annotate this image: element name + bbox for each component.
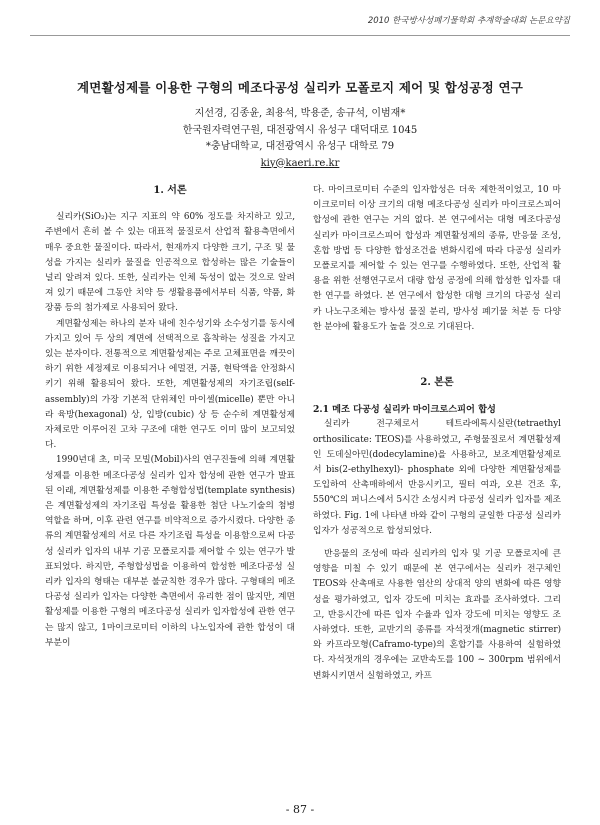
paper-title: 계면활성제를 이용한 구형의 메조다공성 실리카 모폴로지 제어 및 합성공정 연구 [76,80,524,95]
intro-continued-paragraph: 다. 마이크로미터 수준의 입자합성은 더욱 제한적이었고, 10 마이크로미터 이상 크기의 대형 메조다공성 실리카 마이크로스피어 합성에 관한 연구는 거의 없다. 본 연구에서는 대형 메조다공성 실리카 마이크로스피어 합성과 계면활성제의 종류, 반응물 조성, 혼합 방법 등 다양한 합성조건을 변화시킴에 따라 다공성 실리카 모폴로지를 제어할 수 있는 연구를 수행하였다. 또한, 산업적 활용을 위한 선행연구로서 대량 합성 공정에 의해 합성한 입자를 대한 연구를 하였다. 본 연구에서 합성한 대형 크기의 다공성 실리카 나노구조체는 방사성 물질 분리, 방사성 폐기물 처분 등 다양한 분야에 활용도가 높을 것으로 기대된다. [313,185,561,332]
author-email-link[interactable]: kiy@kaeri.re.kr [260,157,340,169]
section-title-intro: 1. 서론 [153,185,187,196]
page-number: - 87 - [285,803,315,816]
affiliation-primary: 한국원자력연구원, 대전광역시 유성구 대덕대로 1045 [182,124,418,136]
intro-paragraph: 계면활성제는 하나의 분자 내에 친수성기와 소수성기를 동시에 가지고 있어 두 상의 계면에 선택적으로 흡착하는 성질을 가지고 있는 분자이다. 전통적으로 계면활성제는 주로 고체표면을 깨끗이 하기 위한 세정제로 이용되거나 에멀젼, 거품, 현탁액을 안정화시키기 위해 활용되어 왔다. 또한, 계면활성제의 자기조립(self-assembly)의 가장 기본적 단위체인 마이셀(micelle) 뿐만 아니라 육방(hexagonal) 상, 입방(cubic) 상 등 순수히 계면활성제 자체로만 이루어진 고차 구조에 대한 연구도 이미 많이 보고되었다. [45,318,295,451]
left-column [45,183,295,651]
conference-note: 2010 한국방사성폐기물학회 추계학술대회 논문요약집 [367,16,570,26]
author-list: 지선경, 김종윤, 최용석, 박용준, 송규석, 이범재* [194,108,406,119]
intro-paragraph: 1990년대 초, 미국 모빌(Mobil)사의 연구진들에 의해 계면활성제를 이용한 메조다공성 실리카 입자 합성에 관한 연구가 발표된 이래, 계면활성제를 이용한 주형합성법(template synthesis)은 계면활성제의 자기조립 특성을 활용한 첨단 나노기술의 첨병 역할을 하며, 이후 관련 연구를 비약적으로 증가시켰다. 다양한 종류의 계면활성제의 서로 다른 자기조립 특성을 이용함으로써 다공성 실리카 입자의 내부 기공 모폴로지를 제어할 수 있는 연구가 발표되었다. 하지만, 주형합성법을 이용하여 합성한 메조다공성 실리카 입자의 형태는 대부분 불균칙한 경우가 많다. 구형태의 메조다공성 실리카 입자는 다양한 측면에서 유리한 점이 많지만, 계면활성제를 이용한 구형의 메조다공성 실리카 입자합성에 관한 연구는 많지 않고, 1마이크로미터 이하의 나노입자에 관한 합성이 대부분이 [45,455,295,648]
author-block [30,106,570,172]
section-title-body: 2. 본론 [420,377,454,389]
header-divider [30,35,570,36]
body-paragraph: 반응물의 조성에 따라 실리카의 입자 및 기공 모폴로지에 큰 영향을 미칠 수 있기 때문에 본 연구에서는 실리카 전구체인 TEOS와 산촉매로 사용한 염산의 상대적 양의 변화에 따른 영향성을 평가하였고, 입자 강도에 미치는 효과를 조사하였다. 그리고, 반응시간에 따른 입자 수율과 입자 강도에 미치는 영향도 조사하였다. 또한, 교반기의 종류를 자석젓개(magnetic stirrer)와 카프라모형(Caframo-type)의 혼합기를 사용하여 실험하였다. 자석젓개의 경우에는 교반속도를 100 ~ 300rpm 범위에서 변화시키면서 실험하였고, 카프 [313,549,561,681]
subsection-title: 2.1 메조 다공성 실리카 마이크로스피어 합성 [313,404,496,416]
right-column [313,183,561,684]
intro-paragraph: 실리카(SiO₂)는 지구 지표의 약 60% 정도를 차지하고 있고, 주변에서 흔히 볼 수 있는 대표적 물질로서 산업적 활용측면에서 매우 중요한 물질이다. 따라서, 현재까지 다양한 크기, 구조 및 물성을 가지는 실리카 물질을 인공적으로 합성하는 많은 기술들이 널리 알려져 있다. 또한, 실리카는 인체 독성이 없는 것으로 알려져 있기 때문에 그동안 치약 등 생활용품에서부터 식품, 약품, 화장품 등의 첨가제로 사용되어 왔다. [45,212,295,314]
affiliation-secondary: *충남대학교, 대전광역시 유성구 대학로 79 [205,141,395,152]
body-paragraph: 실리카 전구체로서 테트라에톡시실란(tetraethyl orthosilicate: TEOS)를 사용하였고, 주형물질로서 계면활성제인 도데실아민(dodecylamine)을 사용하고, 보조계면활성제로서 bis(2-ethylhexyl)- phosphate 외에 다양한 계면활성제를 도입하여 산촉매하에서 반응시키고, 필터 여과, 오븐 건조 후, 550℃의 퍼니스에서 5시간 소성시켜 다공성 실리카 입자를 제조하였다. Fig. 1에 나타낸 바와 같이 구형의 균일한 다공성 실리카 입자가 성공적으로 합성되었다. [313,419,561,536]
